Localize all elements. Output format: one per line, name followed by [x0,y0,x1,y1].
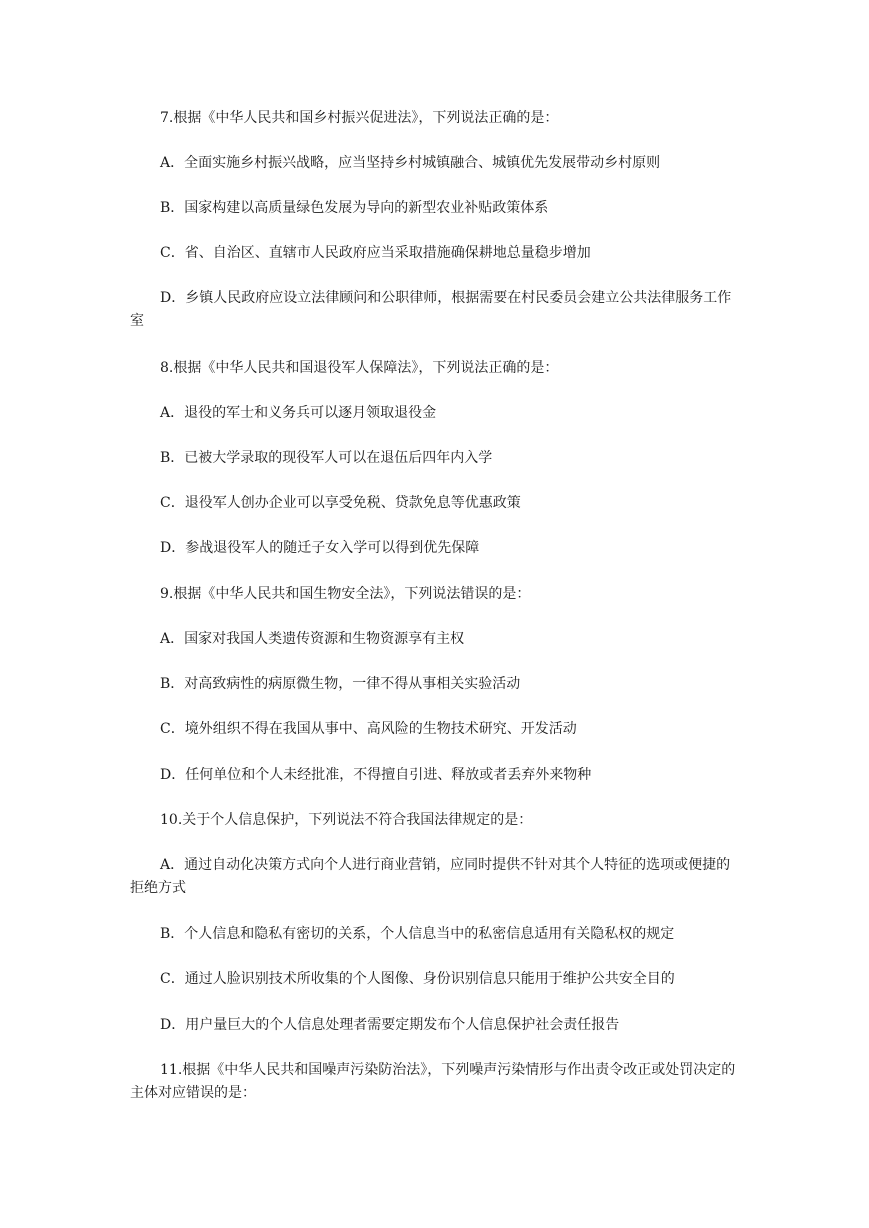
question-8-option-b: B．已被大学录取的现役军人可以在退伍后四年内入学 [160,450,493,466]
question-11-stem: 11.根据《中华人民共和国噪声污染防治法》，下列噪声污染情形与作出责令改正或处罚决定的主体对应错误的是： [130,1062,736,1101]
question-9-option-b: B．对高致病性的病原微生物，一律不得从事相关实验活动 [160,676,521,692]
question-8-option-c: C．退役军人创办企业可以享受免税、贷款免息等优惠政策 [160,495,521,511]
question-9-option-d: D．任何单位和个人未经批准，不得擅自引进、释放或者丢弃外来物种 [160,767,592,783]
question-8-option-a: A．退役的军士和义务兵可以逐月领取退役金 [160,405,437,421]
question-8-option-d: D．参战退役军人的随迁子女入学可以得到优先保障 [160,540,480,556]
question-8-stem: 8.根据《中华人民共和国退役军人保障法》，下列说法正确的是： [160,360,559,376]
question-9-option-a: A．国家对我国人类遗传资源和生物资源享有主权 [160,631,465,647]
question-10-option-a: A．通过自动化决策方式向个人进行商业营销，应同时提供不针对其个人特征的选项或便捷的拒绝方式 [130,857,731,896]
question-7-option-d: D．乡镇人民政府应设立法律顾问和公职律师，根据需要在村民委员会建立公共法律服务工作室 [130,290,732,329]
question-10-stem: 10.关于个人信息保护，下列说法不符合我国法律规定的是： [160,812,533,828]
question-9-option-c: C．境外组织不得在我国从事中、高风险的生物技术研究、开发活动 [160,721,577,737]
question-10-option-d: D．用户量巨大的个人信息处理者需要定期发布个人信息保护社会责任报告 [160,1017,620,1033]
question-7-stem: 7.根据《中华人民共和国乡村振兴促进法》，下列说法正确的是： [160,110,559,126]
question-7-option-b: B．国家构建以高质量绿色发展为导向的新型农业补贴政策体系 [160,200,549,216]
question-7-option-c: C．省、自治区、直辖市人民政府应当采取措施确保耕地总量稳步增加 [160,245,591,261]
question-10-option-b: B．个人信息和隐私有密切的关系，个人信息当中的私密信息适用有关隐私权的规定 [160,926,675,942]
question-9-stem: 9.根据《中华人民共和国生物安全法》，下列说法错误的是： [160,586,531,602]
question-7-option-a: A．全面实施乡村振兴战略，应当坚持乡村城镇融合、城镇优先发展带动乡村原则 [160,155,661,171]
question-10-option-c: C．通过人脸识别技术所收集的个人图像、身份识别信息只能用于维护公共安全目的 [160,971,675,987]
